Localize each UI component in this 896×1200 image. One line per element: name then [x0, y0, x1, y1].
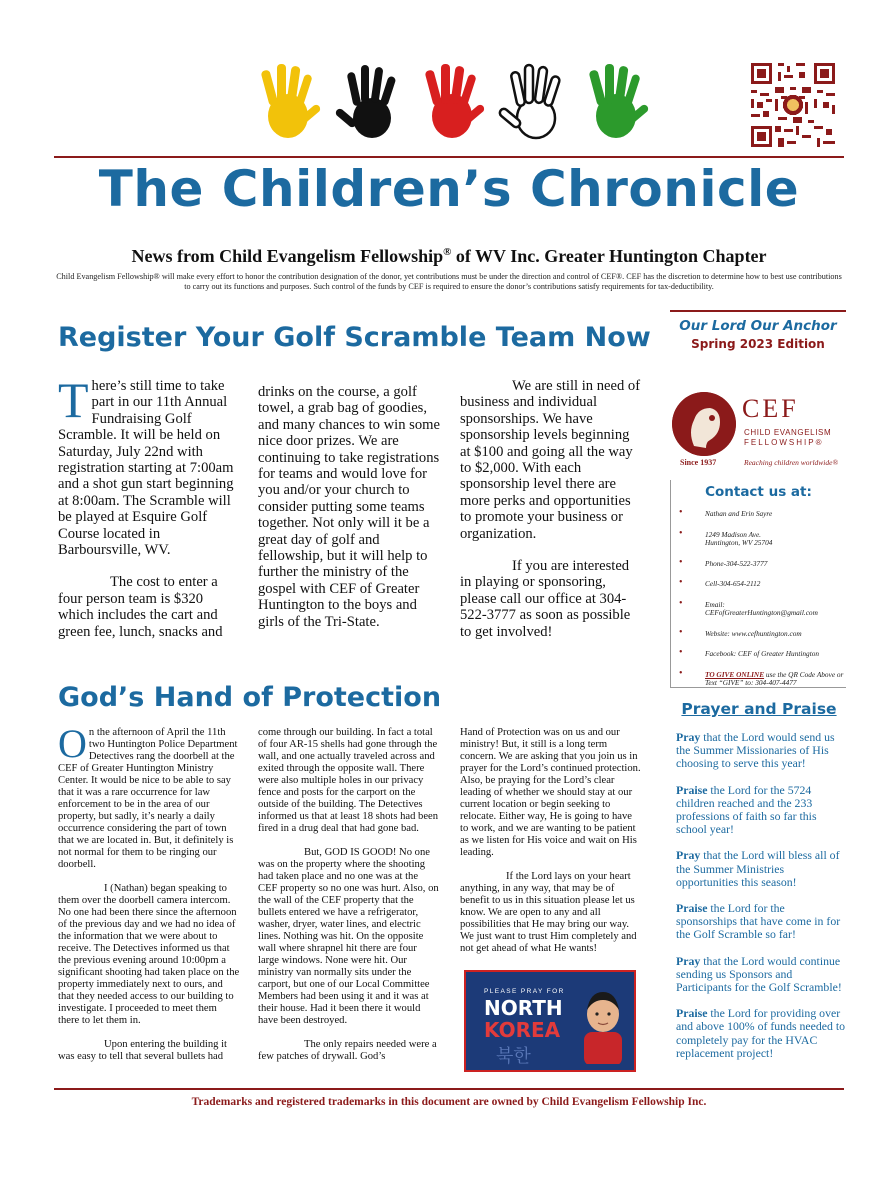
contact-email[interactable]: • Email: CEFofGreaterHuntington@gmail.com	[671, 601, 846, 618]
prayer-item: Pray that the Lord will bless all of the Summer Ministries opportunities this season!	[676, 848, 840, 889]
contact-title: Contact us at:	[705, 484, 812, 500]
golf-column-3: We are still in need of business and individual sponsorships. We have sponsorship levels beginning at $100 and going all the way to $2,000. With each sponsorship level there are more perks and opportunities to promote your business or organization. If you are interested in playing or sponsoring, please call our office at 304-522-3777 as soon as possible to get involved!	[460, 378, 641, 640]
golf-article-title: Register Your Golf Scramble Team Now	[58, 322, 651, 353]
contact-address: • 1249 Madison Ave. Huntington, WV 25704	[671, 531, 846, 548]
qr-code[interactable]	[748, 60, 838, 150]
outline-hand-icon	[496, 62, 574, 144]
contact-names: • Nathan and Erin Sayre	[671, 510, 846, 519]
protection-column-3: Hand of Protection was on us and our ministry! But, it still is a long term concern. We are asking that you join us in prayer for the Lord’s continued protection. Also, be praying for the Lord’s clear leading of whether we should stay at our current location or begin seeking to relocate. Either way, He is going to have to work, and we are wanting to be patient as we listen for His voice and wait on His leading. If the Lord lays on your heart anything, in any way, that may be of benefit to us in this situation please let us know. We are open to any and all possibilities that He may bring our way. We just want to trust Him completely and not get ahead of what He wants!	[460, 727, 641, 954]
contact-website[interactable]: • Website: www.cefhuntington.com	[671, 630, 846, 639]
masthead-top-rule	[54, 156, 844, 158]
protection-column-2: come through our building. In fact a total of four AR-15 shells had gone through the wall, and one actually traveled across and exited through the opposite wall. There were also multiple holes in our privacy fence and posts for the carport on the outside of the building. The Detectives informed us that at least 18 shots had been fired in a drug deal that had gone bad. But, GOD IS GOOD! No one was on the property where the shooting had taken place and no one was at the CEF property so no one was hurt. Also, on the wall of the CEF property that the bullets entered we have a refrigerator, washer, dryer, water lines, and electric lines. Nothing was hit. On the opposite wall where shrapnel hit there are four large windows. None were hit. Our ministry van normally sits under the carport, but one of our Local Committee Members had been using it and it was at their house. Had it been there it would have been destroyed. The only repairs needed were a few patches of drywall. God’s	[258, 727, 439, 1062]
edition-label: Spring 2023 Edition	[691, 337, 825, 351]
prayer-item: Praise the Lord for the 5724 children reached and the 233 professions of faith so far this school year!	[676, 782, 817, 837]
prayer-item: Pray that the Lord would send us the Summer Missionaries of His choosing to serve this year!	[676, 730, 835, 771]
golf-column-2: drinks on the course, a golf towel, a grab bag of goodies, and many chances to win some nice door prizes. We are continuing to take registrations for teams and would love for you and/or your church to consider putting some teams together. Not only will it be a great day of golf and fellowship, but it will help to further the ministry of the gospel with CEF of Greater Huntington to the boys and girls of the Tri-State.	[258, 384, 440, 630]
child-photo-icon	[578, 984, 628, 1064]
newsletter-subtitle: News from Child Evangelism Fellowship® of WV Inc. Greater Huntington Chapter	[131, 246, 767, 266]
contribution-disclaimer: Child Evangelism Fellowship® will make every effort to honor the contribution designation of the donor, yet contributions must be under the direction and control of CEF®. CEF has the discretion to determine how to best use contributions to carry out its functions and purposes. Such control of the funds by CEF is required to ensure the donor’s contributions satisfy requirements for tax-deductibility.	[56, 272, 842, 291]
sidebar-header	[670, 310, 846, 351]
cef-logo: CEF CHILD EVANGELISM FELLOWSHIP® Since 1937 Reaching children worldwide®	[672, 390, 844, 470]
give-online[interactable]: • TO GIVE ONLINE use the QR Code Above or Text “GIVE” to: 304-407-4477	[671, 671, 846, 688]
contact-phone[interactable]: • Phone-304-522-3777	[671, 560, 846, 569]
hand-prints-logo	[250, 62, 650, 144]
prayer-praise-title: Prayer and Praise	[681, 700, 837, 718]
golf-dropcap: T	[58, 372, 89, 428]
cef-emblem-icon	[672, 392, 736, 456]
golf-column-1: There’s still time to take part in our 11th Annual Fundraising Golf Scramble. It will be held on Saturday, July 22nd with registration starting at 7:00am and a shot gun start beginning at 8:00am. The Scramble will be played at Esquire Golf Course located in Barboursville, WV. The cost to enter a four person team is $320 which includes the cart and green fee, lunch, snacks and	[58, 372, 234, 640]
trademark-footer: Trademarks and registered trademarks in this document are owned by Child Evangelism Fellowship Inc.	[191, 1096, 707, 1108]
contact-box	[670, 480, 846, 688]
contact-facebook[interactable]: • Facebook: CEF of Greater Huntington	[671, 650, 846, 659]
prayer-item: Praise the Lord for providing over and above 100% of funds needed to completely pay for the HVAC replacement project!	[676, 1006, 846, 1060]
prayer-item: Praise the Lord for the sponsorships that have come in for the Golf Scramble so far!	[676, 901, 841, 942]
black-hand-icon	[332, 62, 410, 144]
red-hand-icon	[414, 62, 492, 144]
protection-dropcap: O	[58, 721, 87, 766]
prayer-item: Pray that the Lord would continue sending us Sponsors and Participants for the Golf Scramble!	[676, 953, 842, 995]
prayer-and-praise	[672, 700, 846, 1060]
footer-rule	[54, 1088, 844, 1090]
pray-for-north-korea-poster: PLEASE PRAY FOR NORTH KOREA 북한	[464, 970, 636, 1072]
protection-column-1: On the afternoon of April the 11th two Huntington Police Department Detectives rang the doorbell at the CEF of Greater Huntington Ministry Center. It would be nice to be able to say that it was a rare occurrence for law enforcement to be in the area of our property, but sadly, it’s nearly a daily occurrence considering the part of town that we are located in. But, it definitely is not normal for them to be ringing our doorbell. I (Nathan) began speaking to them over the doorbell camera intercom. No one had been there since the afternoon of the previous day and we had no idea of the information that we were about to receive. The Detectives informed us that the previous evening around 10:00pm a significant shooting had taken place on the property immediately next to ours, and that they needed access to our building to investigate. I proceeded to meet them there to let them in. Upon entering the building it was easy to tell that several bullets had	[58, 721, 240, 1062]
protection-article-title: God’s Hand of Protection	[58, 682, 442, 713]
theme-title: Our Lord Our Anchor	[679, 318, 837, 334]
newsletter-title: The Children’s Chronicle	[98, 160, 800, 218]
yellow-hand-icon	[250, 62, 328, 144]
green-hand-icon	[578, 62, 656, 144]
contact-cell[interactable]: • Cell-304-654-2112	[671, 580, 846, 589]
